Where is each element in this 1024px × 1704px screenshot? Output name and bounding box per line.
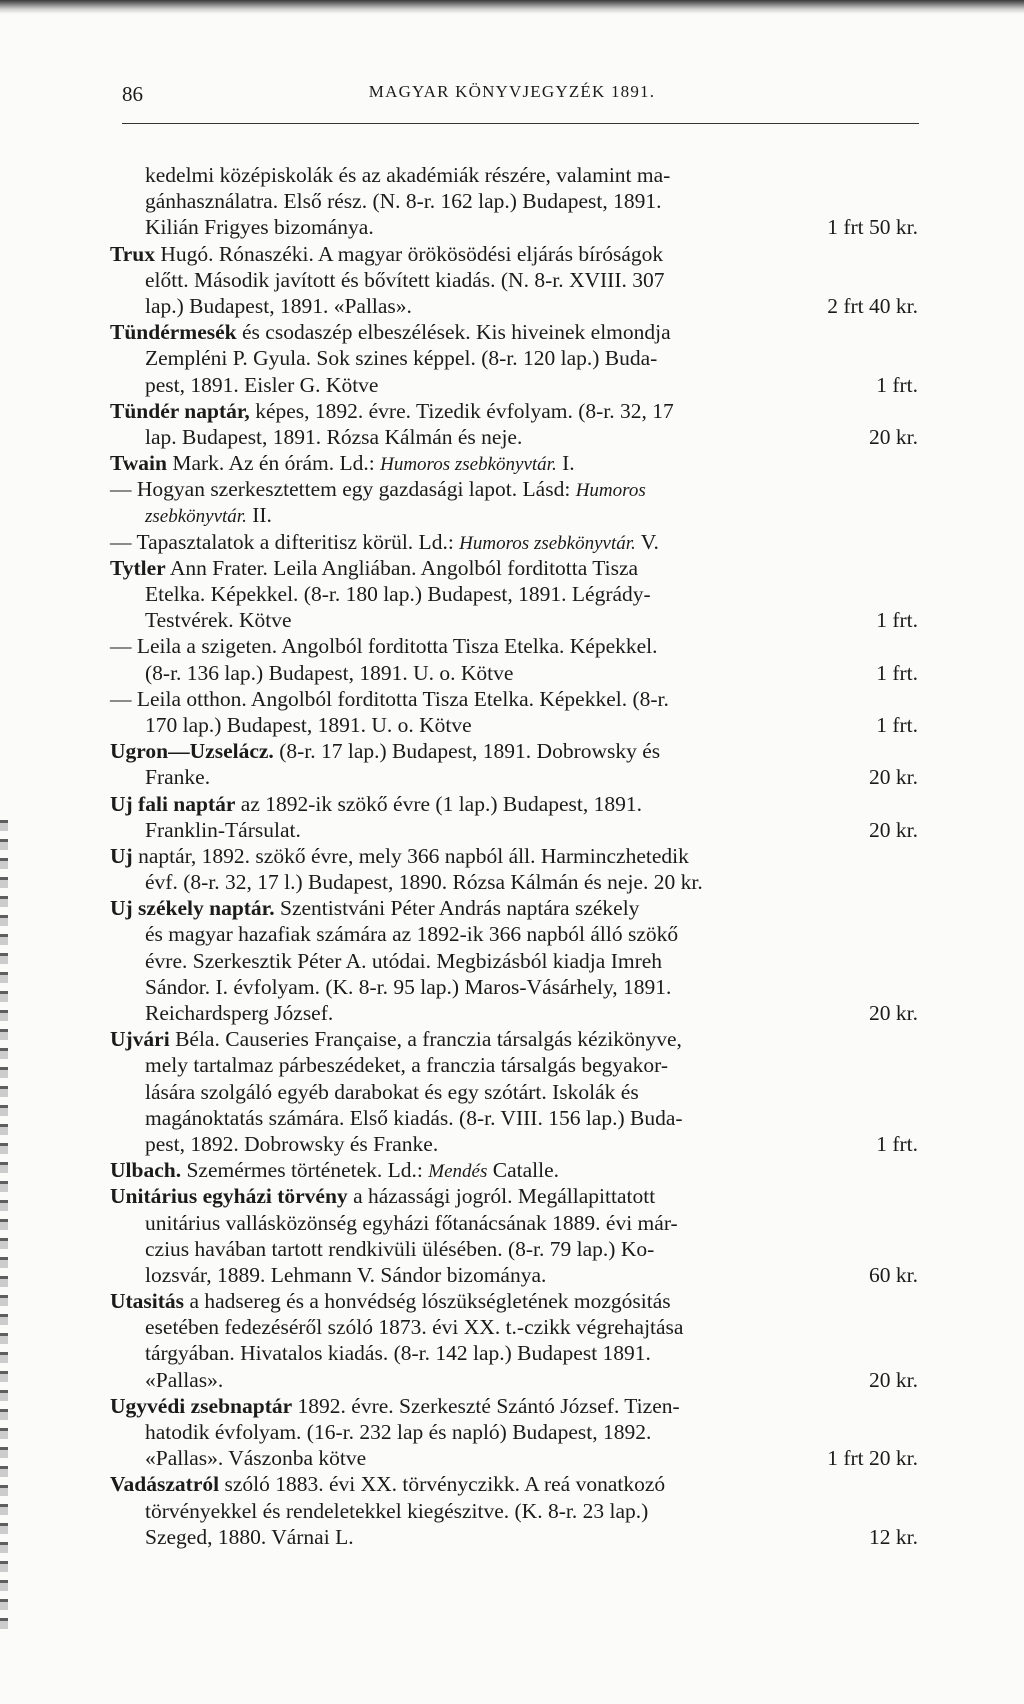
entry-text: 1892. évre. Szerkeszté Szántó József. Tizen- xyxy=(292,1393,680,1418)
price: 1 frt. xyxy=(876,712,918,737)
text-line xyxy=(110,476,918,502)
text-line xyxy=(110,660,918,686)
entry-text-tail: I. xyxy=(556,451,575,476)
entry-text: (8-r. 17 lap.) Budapest, 1891. Dobrowsky és xyxy=(273,739,661,764)
price: 20 kr. xyxy=(869,1001,918,1025)
entry-heading: Tündérmesék xyxy=(110,320,237,345)
entry-text: — Leila otthon. Angolból forditotta Tisza Etelka. Képekkel. (8-r. xyxy=(110,686,669,711)
text-line xyxy=(110,188,918,214)
entry-text: «Pallas». Vászonba kötve xyxy=(145,1446,367,1471)
entry-heading: Utasitás xyxy=(110,1289,185,1314)
entry-text: Béla. Causeries Française, a franczia társalgás kézikönyve, xyxy=(169,1027,682,1052)
header-rule xyxy=(122,123,919,124)
text-line xyxy=(110,1498,918,1524)
italic-reference: Humoros zsebkönyvtár. xyxy=(380,454,557,476)
entry-text: előtt. Második javított és bővített kiadás. (N. 8-r. XVIII. 307 xyxy=(145,267,665,292)
entry-text-tail: II. xyxy=(246,503,272,528)
text-line xyxy=(110,214,918,240)
entry-text: «Pallas». xyxy=(145,1367,224,1392)
price: 12 kr. xyxy=(869,1524,918,1549)
entry-text: Kilián Frigyes bizománya. xyxy=(145,215,374,240)
price: 1 frt. xyxy=(876,660,918,685)
entry-text: képes, 1892. évre. Tizedik évfolyam. (8-r. 32, 17 xyxy=(249,398,674,423)
text-line xyxy=(110,1314,918,1340)
text-line xyxy=(110,162,918,188)
text-line xyxy=(110,1236,918,1262)
text-line xyxy=(110,764,918,790)
price: 1 frt 20 kr. xyxy=(827,1446,918,1471)
text-line xyxy=(110,1079,918,1105)
entry-text: a házassági jogról. Megállapittatott xyxy=(347,1184,656,1209)
entry-text: Sándor. I. évfolyam. (K. 8-r. 95 lap.) Maros-Vásárhely, 1891. xyxy=(145,974,672,999)
entry-text: törvényekkel és rendeletekkel kiegészitve. (K. 8-r. 23 lap.) xyxy=(145,1498,649,1523)
text-line xyxy=(110,1183,918,1209)
entry-text: — Hogyan szerkesztettem egy gazdasági lapot. Lásd: xyxy=(110,477,576,502)
price: 60 kr. xyxy=(869,1262,918,1287)
text-line xyxy=(110,1262,918,1288)
text-line xyxy=(110,398,918,424)
entry-heading: Tündér naptár, xyxy=(110,398,250,423)
text-line xyxy=(110,1393,918,1419)
entry-text: évre. Szerkesztik Péter A. utódai. Megbizásból kiadja Imreh xyxy=(145,948,663,973)
price: 1 frt. xyxy=(876,1131,918,1156)
entry-text: hatodik évfolyam. (16-r. 232 lap és napló) Budapest, 1892. xyxy=(145,1420,652,1444)
entry-text: Szemérmes történetek. Ld.: xyxy=(181,1158,429,1183)
entry-text: — Leila a szigeten. Angolból forditotta Tisza Etelka. Képekkel. xyxy=(110,634,658,659)
page-number: 86 xyxy=(122,82,143,106)
text-line xyxy=(110,686,918,712)
text-line xyxy=(110,948,918,974)
text-line xyxy=(110,1340,918,1366)
text-line xyxy=(110,581,918,607)
text-line xyxy=(110,267,918,293)
text-line xyxy=(110,738,918,764)
entry-text: pest, 1891. Eisler G. Kötve xyxy=(145,372,379,397)
entry-text: Zempléni P. Gyula. Sok szines képpel. (8-r. 120 lap.) Buda- xyxy=(145,346,658,371)
entry-text: Hugó. Rónaszéki. A magyar örökösödési eljárás bíróságok xyxy=(155,241,664,266)
price: 1 frt 50 kr. xyxy=(827,215,918,240)
text-line xyxy=(110,555,918,581)
entry-text: Franke. xyxy=(145,765,211,790)
text-line xyxy=(110,1419,918,1445)
text-line xyxy=(110,1367,918,1393)
text-line xyxy=(110,502,918,528)
italic-reference: Humoros zsebkönyvtár. xyxy=(459,532,636,554)
text-line xyxy=(110,1052,918,1078)
entry-text: naptár, 1892. szökő évre, mely 366 napból áll. Harminczhetedik xyxy=(132,843,689,868)
text-line xyxy=(110,843,918,869)
scan-edge-top xyxy=(0,0,1024,14)
entry-heading: Ugyvédi zsebnaptár xyxy=(110,1393,293,1418)
price: 20 kr. xyxy=(869,765,918,790)
entry-text: Testvérek. Kötve xyxy=(145,608,292,633)
entry-text-tail: V. xyxy=(635,529,659,554)
entry-text: az 1892-ik szökő évre (1 lap.) Budapest, 1891. xyxy=(235,791,643,816)
entry-text: Szentistváni Péter András naptára székely xyxy=(274,896,640,921)
scan-edge-left xyxy=(0,820,8,1630)
text-line xyxy=(110,1131,918,1157)
entry-text: — Tapasztalatok a difteritisz körül. Ld.: xyxy=(110,529,460,554)
entry-text: Franklin-Társulat. xyxy=(145,817,301,842)
text-line xyxy=(110,791,918,817)
text-line xyxy=(110,974,918,1000)
text-line xyxy=(110,712,918,738)
text-line xyxy=(110,895,918,921)
entry-text: lozsvár, 1889. Lehmann V. Sándor bizománya. xyxy=(145,1262,547,1287)
italic-reference: Humoros xyxy=(575,480,646,502)
entry-heading: Uj székely naptár. xyxy=(110,896,275,921)
entry-text: mely tartalmaz párbeszédeket, a franczia társalgás begyakor- xyxy=(145,1053,669,1078)
entry-text: gánhasználatra. Első rész. (N. 8-r. 162 lap.) Budapest, 1891. xyxy=(145,189,662,214)
entry-heading: Ujvári xyxy=(110,1027,170,1052)
text-line xyxy=(110,241,918,267)
entry-heading: Vadászatról xyxy=(110,1472,220,1497)
text-line xyxy=(110,450,918,476)
entry-text: Szeged, 1880. Várnai L. xyxy=(145,1524,354,1549)
text-line xyxy=(110,1000,918,1026)
text-line xyxy=(110,1026,918,1052)
entry-text: és magyar hazafiak számára az 1892-ik 366 napból álló szökő xyxy=(145,922,679,947)
text-line xyxy=(110,293,918,319)
entry-heading: Uj xyxy=(110,843,133,868)
entry-text-tail: Catalle. xyxy=(487,1158,559,1183)
price: 2 frt 40 kr. xyxy=(827,293,918,318)
text-line xyxy=(110,345,918,371)
text-line xyxy=(110,372,918,398)
price: 20 kr. xyxy=(869,424,918,449)
text-line xyxy=(110,921,918,947)
text-line xyxy=(110,1210,918,1236)
bibliography-text xyxy=(110,162,918,1550)
entry-text: tárgyában. Hivatalos kiadás. (8-r. 142 lap.) Budapest 1891. xyxy=(145,1341,651,1366)
text-line xyxy=(110,869,918,895)
price: 20 kr. xyxy=(869,817,918,842)
entry-text: és csodaszép elbeszélések. Kis hiveinek elmondja xyxy=(236,320,671,345)
italic-reference: Mendés xyxy=(428,1161,488,1183)
entry-heading: Ugron—Uzselácz. xyxy=(110,739,274,764)
text-line xyxy=(110,1157,918,1183)
text-line xyxy=(110,1471,918,1497)
entry-heading: Ulbach. xyxy=(110,1158,182,1183)
entry-heading: Tytler xyxy=(110,555,166,580)
entry-text: lap. Budapest, 1891. Rózsa Kálmán és neje. xyxy=(145,424,523,449)
entry-text: Mark. Az én órám. Ld.: xyxy=(166,451,381,476)
price: 1 frt. xyxy=(876,372,918,397)
text-line xyxy=(110,319,918,345)
entry-text: a hadsereg és a honvédség lószükségletének mozgósitás xyxy=(184,1289,671,1314)
entry-text: lap.) Budapest, 1891. «Pallas». xyxy=(145,293,412,318)
text-line xyxy=(110,817,918,843)
entry-text: pest, 1892. Dobrowsky és Franke. xyxy=(145,1131,439,1156)
entry-text: lására szolgáló egyéb darabokat és egy szótárt. Iskolák és xyxy=(145,1079,639,1104)
text-line xyxy=(110,1288,918,1314)
price: 1 frt. xyxy=(876,608,918,633)
entry-text: Ann Frater. Leila Angliában. Angolból forditotta Tisza xyxy=(165,555,639,580)
entry-text: (8-r. 136 lap.) Budapest, 1891. U. o. Kötve xyxy=(145,660,514,685)
italic-reference: zsebkönyvtár. xyxy=(145,506,247,528)
entry-heading: Trux xyxy=(110,241,155,266)
running-title: MAGYAR KÖNYVJEGYZÉK 1891. xyxy=(368,82,656,101)
text-line xyxy=(110,607,918,633)
text-line xyxy=(110,529,918,555)
entry-text: kedelmi középiskolák és az akadémiák részére, valamint ma- xyxy=(145,163,671,187)
entry-text: czius havában tartott rendkivüli ülésében. (8-r. 79 lap.) Ko- xyxy=(145,1236,655,1261)
entry-text: évf. (8-r. 32, 17 l.) Budapest, 1890. Rózsa Kálmán és neje. 20 kr. xyxy=(145,870,703,895)
text-line xyxy=(110,633,918,659)
text-line xyxy=(110,1445,918,1471)
entry-text: magánoktatás számára. Első kiadás. (8-r. VIII. 156 lap.) Buda- xyxy=(145,1105,683,1130)
entry-text: Etelka. Képekkel. (8-r. 180 lap.) Budapest, 1891. Légrády- xyxy=(145,582,651,606)
text-line xyxy=(110,1105,918,1131)
entry-heading: Twain xyxy=(110,451,167,476)
entry-text: esetében fedezéséről szóló 1873. évi XX. t.-czikk végrehajtása xyxy=(145,1315,684,1340)
entry-heading: Unitárius egyházi törvény xyxy=(110,1184,348,1209)
entry-text: szóló 1883. évi XX. törvényczikk. A reá vonatkozó xyxy=(219,1472,666,1497)
entry-text: 170 lap.) Budapest, 1891. U. o. Kötve xyxy=(145,712,472,737)
page-header xyxy=(122,82,922,112)
price: 20 kr. xyxy=(869,1367,918,1392)
text-line xyxy=(110,1524,918,1550)
text-line xyxy=(110,424,918,450)
entry-heading: Uj fali naptár xyxy=(110,791,236,816)
entry-text: unitárius vallásközönség egyházi főtanácsának 1889. évi már- xyxy=(145,1210,678,1235)
entry-text: Reichardsperg József. xyxy=(145,1001,334,1025)
